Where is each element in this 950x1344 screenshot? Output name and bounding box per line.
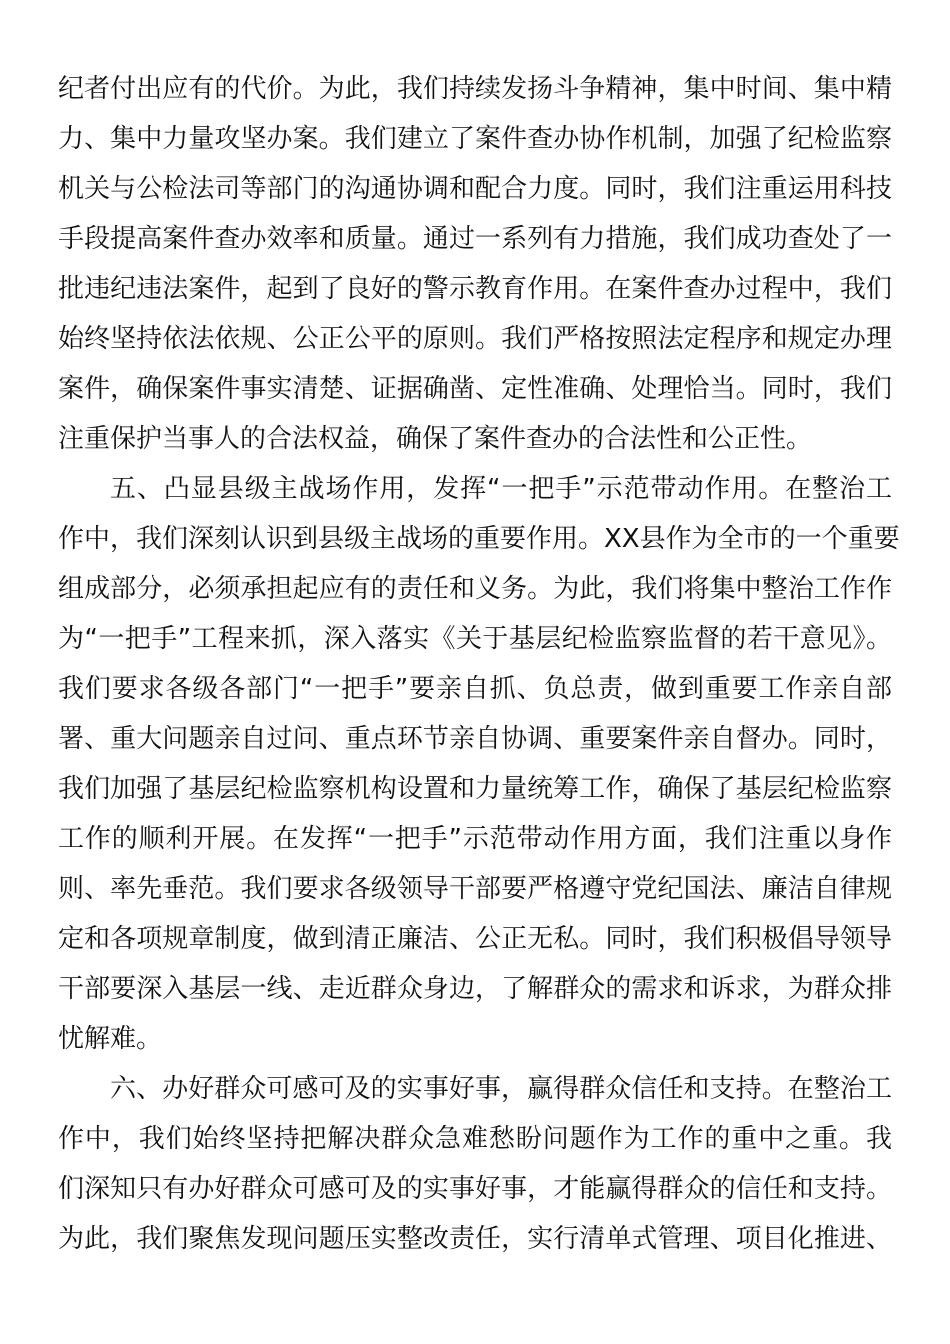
document-page [58, 64, 900, 1264]
text-line: 注重保护当事人的合法权益，确保了案件查办的合法性和公正性。 [58, 424, 813, 454]
text-line: 手段提高案件查办效率和质量。通过一系列有力措施，我们成功查处了一 [58, 224, 892, 254]
text-line: 组成部分，必须承担起应有的责任和义务。为此，我们将集中整治工作作 [58, 574, 892, 604]
text-line: 工作的顺利开展。在发挥“一把手”示范带动作用方面，我们注重以身作 [58, 824, 892, 854]
text-line: 纪者付出应有的代价。为此，我们持续发扬斗争精神，集中时间、集中精 [58, 74, 892, 104]
paragraph-3 [58, 1064, 892, 1264]
paragraph-1 [58, 64, 892, 464]
text-line: 忧解难。 [58, 1024, 163, 1054]
text-line: 五、凸显县级主战场作用，发挥“一把手”示范带动作用。在整治工 [110, 474, 892, 504]
text-line: 作中，我们深刻认识到县级主战场的重要作用。XX县作为全市的一个重要 [58, 524, 900, 554]
text-line: 力、集中力量攻坚办案。我们建立了案件查办协作机制，加强了纪检监察 [58, 124, 892, 154]
text-line: 定和各项规章制度，做到清正廉洁、公正无私。同时，我们积极倡导领导 [58, 924, 892, 954]
text-line: 为“一把手”工程来抓，深入落实《关于基层纪检监察监督的若干意见》。 [58, 624, 892, 654]
text-line: 我们加强了基层纪检监察机构设置和力量统筹工作，确保了基层纪检监察 [58, 774, 892, 804]
text-line: 们深知只有办好群众可感可及的实事好事，才能赢得群众的信任和支持。 [58, 1174, 892, 1204]
text-line: 机关与公检法司等部门的沟通协调和配合力度。同时，我们注重运用科技 [58, 174, 892, 204]
text-line: 案件，确保案件事实清楚、证据确凿、定性准确、处理恰当。同时，我们 [58, 374, 892, 404]
text-line: 我们要求各级各部门“一把手”要亲自抓、负总责，做到重要工作亲自部 [58, 674, 892, 704]
text-line: 为此，我们聚焦发现问题压实整改责任，实行清单式管理、项目化推进、 [58, 1224, 892, 1254]
text-line: 则、率先垂范。我们要求各级领导干部要严格遵守党纪国法、廉洁自律规 [58, 874, 892, 904]
text-line: 始终坚持依法依规、公正公平的原则。我们严格按照法定程序和规定办理 [58, 324, 892, 354]
text-line: 干部要深入基层一线、走近群众身边，了解群众的需求和诉求，为群众排 [58, 974, 892, 1004]
text-line: 批违纪违法案件，起到了良好的警示教育作用。在案件查办过程中，我们 [58, 274, 892, 304]
text-line: 作中，我们始终坚持把解决群众急难愁盼问题作为工作的重中之重。我 [58, 1124, 892, 1154]
text-line: 署、重大问题亲自过问、重点环节亲自协调、重要案件亲自督办。同时， [58, 724, 892, 754]
text-line: 六、办好群众可感可及的实事好事，赢得群众信任和支持。在整治工 [110, 1074, 892, 1104]
paragraph-2 [58, 464, 900, 1064]
